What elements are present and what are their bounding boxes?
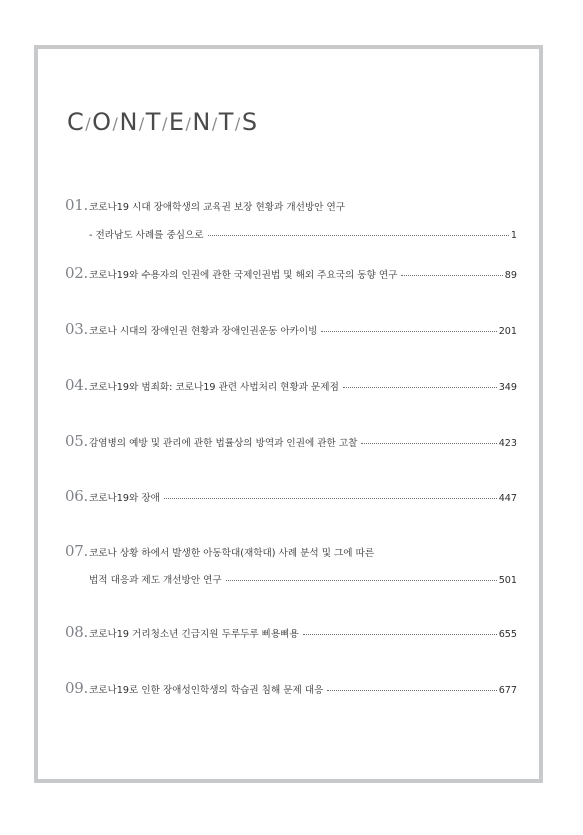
entry-title[interactable]: 코로나19로 인한 장애성인학생의 학습권 침해 문제 대응 [89, 685, 324, 696]
title-separator: / [161, 114, 168, 133]
entry-subtitle[interactable]: - 전라남도 사례를 중심으로 [89, 230, 204, 241]
entry-title[interactable]: 코로나 시대의 장애인권 현황과 장애인권운동 아카이빙 [89, 326, 318, 337]
entry-title[interactable]: 코로나19와 범죄화: 코로나19 관련 사법처리 현황과 문제점 [89, 382, 339, 393]
title-letter: C [67, 108, 85, 136]
entry-page-number: 201 [498, 326, 517, 337]
entry-page-number: 677 [498, 685, 517, 696]
toc-entry-09[interactable] [65, 679, 517, 699]
dot-leader [208, 235, 509, 236]
entry-number: 05. [65, 432, 88, 450]
title-separator: / [112, 114, 119, 133]
title-separator: / [185, 114, 192, 133]
entry-number: 07. [65, 542, 88, 560]
entry-title[interactable]: 코로나19 거리청소년 긴급지원 두루두루 삐용삐용 [89, 629, 299, 640]
title-letter: S [241, 108, 258, 136]
entry-number: 06. [65, 487, 88, 505]
entry-page-number: 1 [510, 230, 517, 241]
entry-page-number: 423 [498, 438, 517, 449]
dot-leader [401, 275, 502, 276]
title-separator: / [234, 114, 241, 133]
entry-title[interactable]: 코로나19와 수용자의 인권에 관한 국제인권법 및 해외 주요국의 동향 연구 [89, 270, 398, 281]
toc-entry-06[interactable] [65, 487, 517, 507]
entry-title[interactable]: 코로나19 시대 장애학생의 교육권 보장 현황과 개선방안 연구 [89, 202, 345, 213]
toc-entry-07[interactable] [65, 542, 517, 592]
dot-leader [303, 634, 497, 635]
entry-page-number: 501 [498, 575, 517, 586]
entry-number: 02. [65, 264, 88, 282]
toc-entry-01[interactable] [65, 196, 517, 247]
toc-entry-02[interactable] [65, 264, 517, 284]
title-letter: T [145, 108, 161, 136]
toc-entry-08[interactable] [65, 623, 517, 643]
dot-leader [226, 580, 497, 581]
title-separator: / [211, 114, 218, 133]
entry-number: 01. [65, 196, 88, 214]
title-letter: N [192, 108, 211, 136]
entry-title-continued[interactable]: 법적 대응과 제도 개선방안 연구 [89, 575, 222, 586]
entry-number: 03. [65, 320, 88, 338]
entry-title[interactable]: 감염병의 예방 및 관리에 관한 법률상의 방역과 인권에 관한 고찰 [89, 438, 358, 449]
entry-title[interactable]: 코로나19와 장애 [89, 493, 160, 504]
entry-page-number: 655 [498, 629, 517, 640]
entry-page-number: 89 [504, 270, 517, 281]
dot-leader [327, 690, 496, 691]
toc-entry-03[interactable] [65, 320, 517, 340]
dot-leader [343, 387, 497, 388]
entry-title[interactable]: 코로나 상황 하에서 발생한 아동학대(재학대) 사례 분석 및 그에 따른 [89, 548, 375, 559]
toc-entry-05[interactable] [65, 432, 517, 452]
contents-title [67, 108, 258, 136]
entry-page-number: 349 [498, 382, 517, 393]
title-letter: N [119, 108, 138, 136]
contents-frame [34, 45, 543, 783]
dot-leader [321, 331, 496, 332]
title-letter: E [168, 108, 185, 136]
dot-leader [361, 443, 496, 444]
entry-number: 08. [65, 623, 88, 641]
title-letter: O [92, 108, 112, 136]
entry-number: 04. [65, 376, 88, 394]
title-separator: / [85, 114, 92, 133]
title-letter: T [218, 108, 234, 136]
entry-number: 09. [65, 679, 88, 697]
title-separator: / [138, 114, 145, 133]
entry-page-number: 447 [498, 493, 517, 504]
dot-leader [164, 498, 497, 499]
toc-entry-04[interactable] [65, 376, 517, 396]
